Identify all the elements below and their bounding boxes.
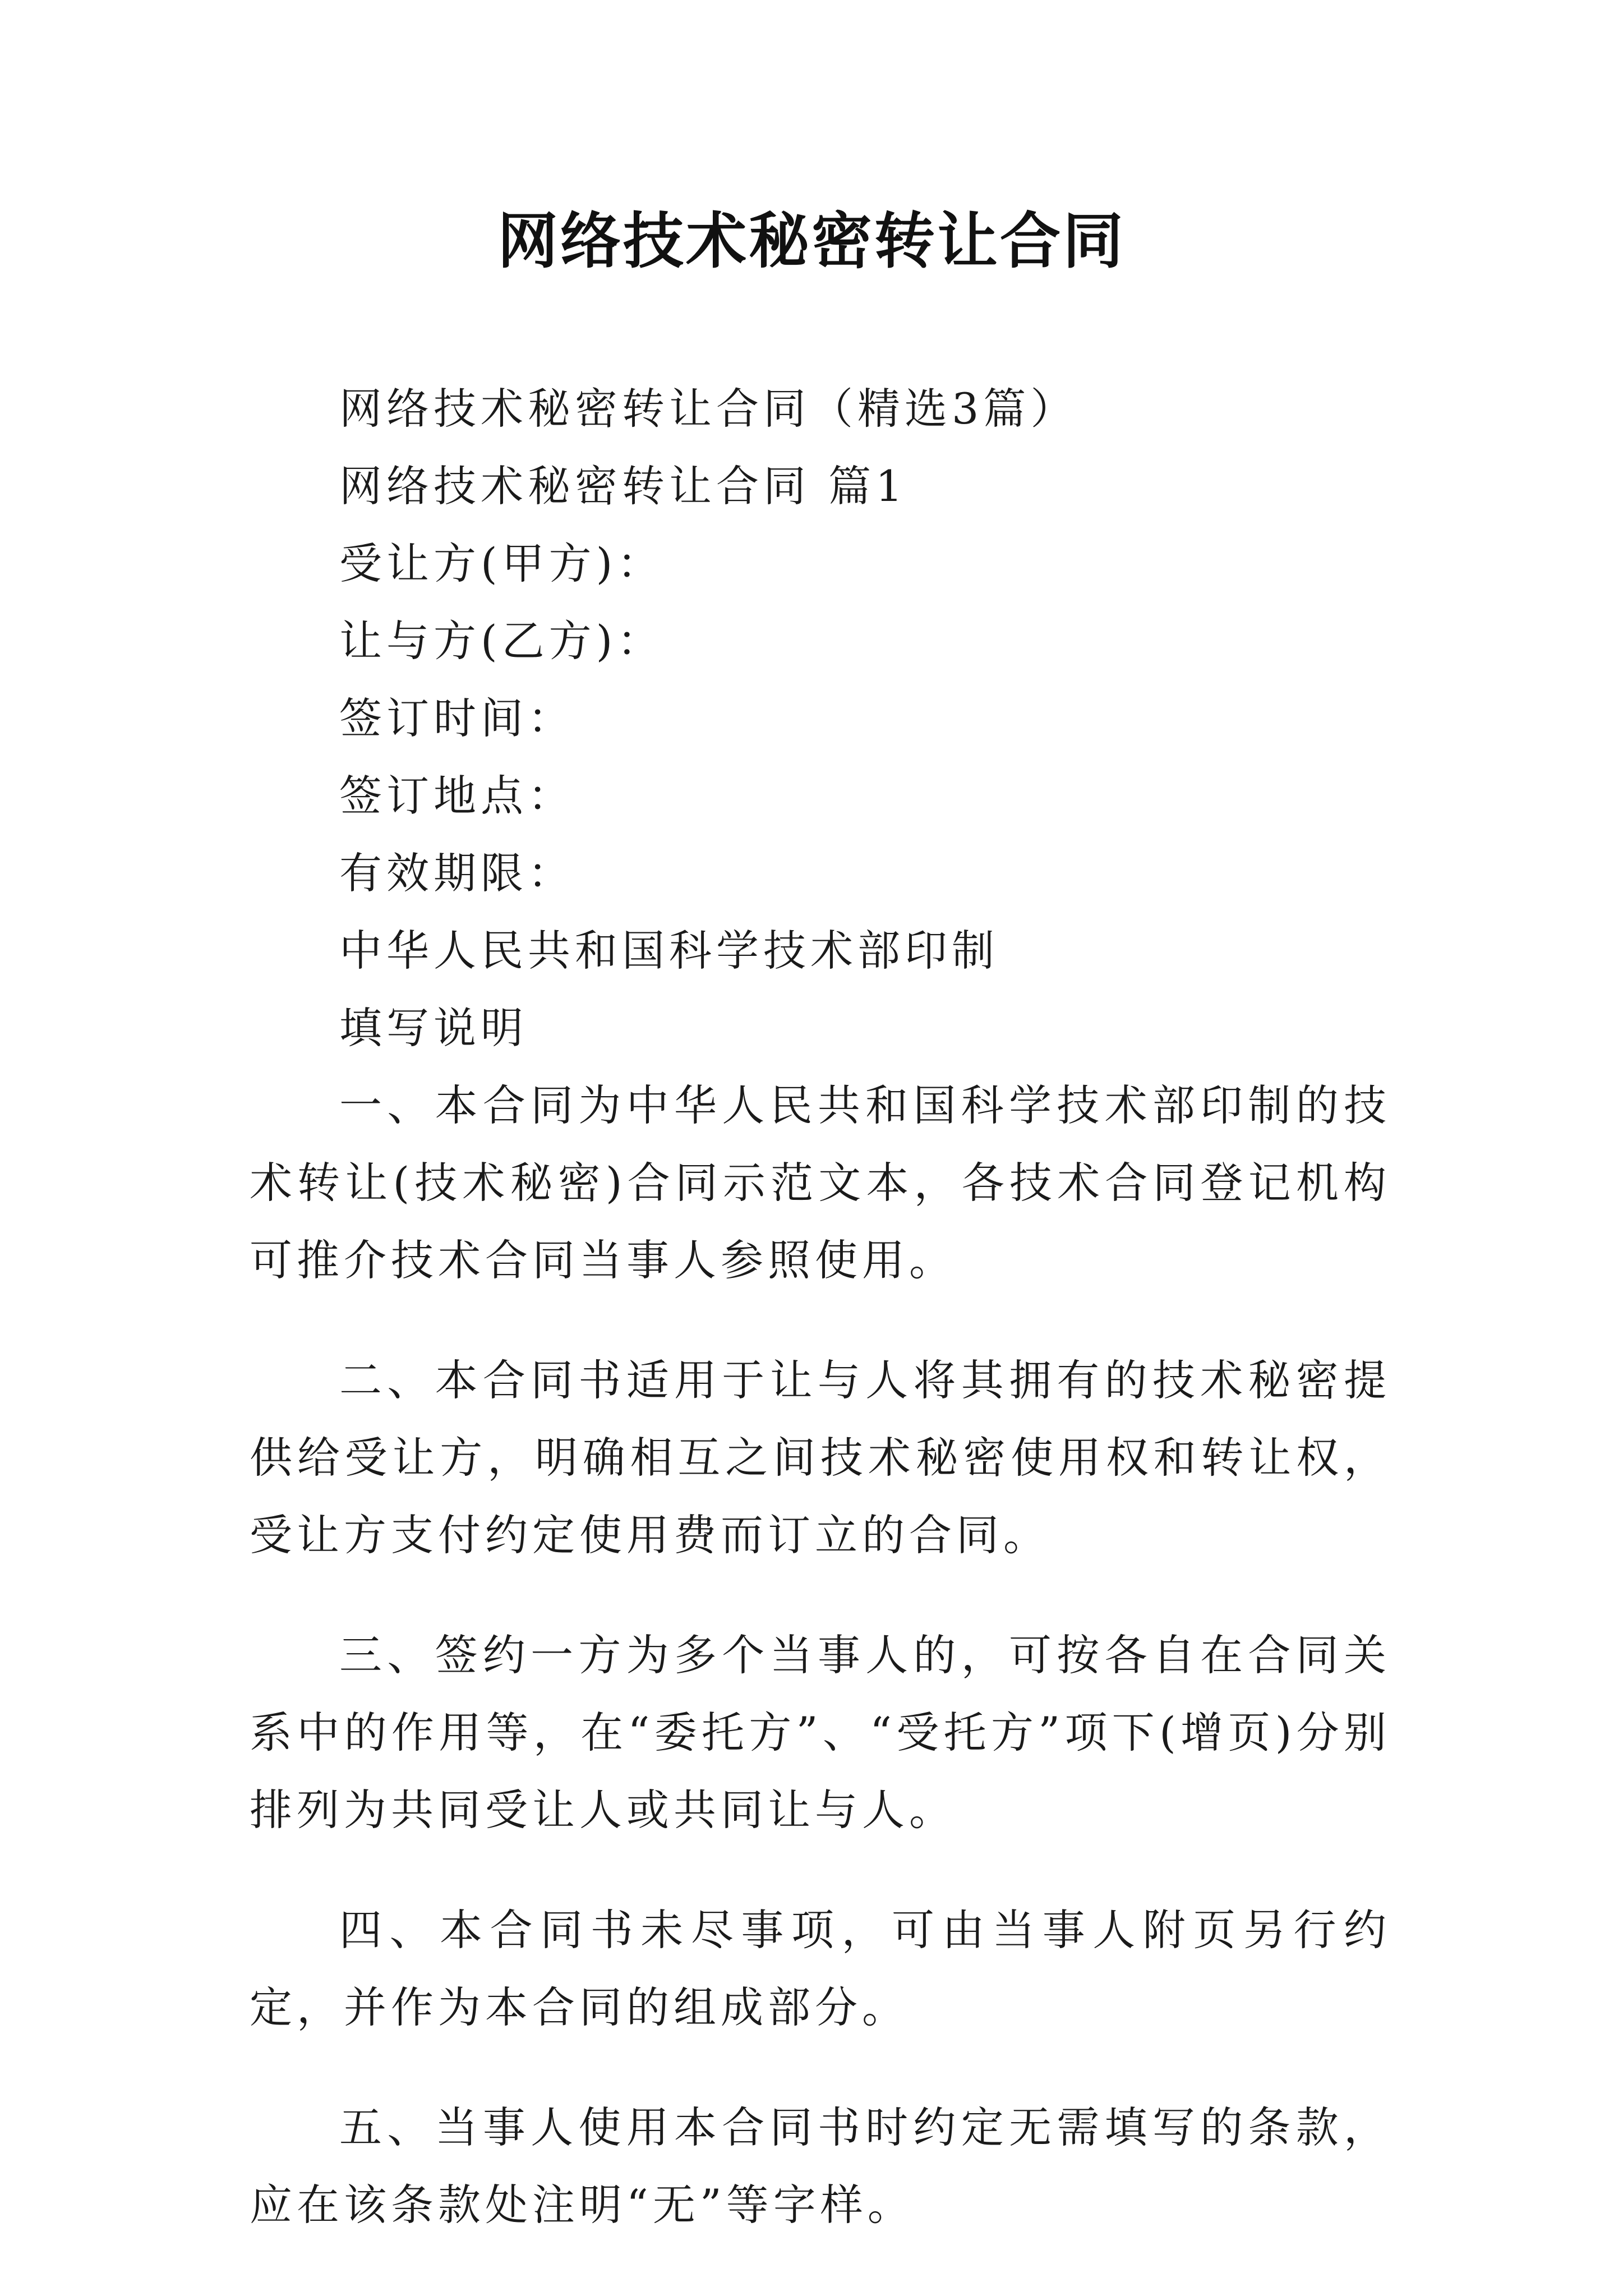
field-assignee: 受让方(甲方)： — [339, 539, 665, 588]
document-title: 网络技术秘密转让合同 — [497, 206, 1126, 277]
field-sign-time: 签订时间： — [339, 693, 575, 743]
instruction-paragraph-1: 一、本合同为中华人民共和国科学技术部印制的技术转让(技术秘密)合同示范文本，各技术合同登记机构可推介技术合同当事人参照使用。 — [250, 1080, 1391, 1285]
field-assignor: 让与方(乙方)： — [339, 616, 665, 666]
field-sign-place: 签订地点： — [339, 771, 575, 821]
field-validity: 有效期限： — [339, 848, 575, 898]
instructions-heading: 填写说明 — [339, 1003, 528, 1053]
printer-line: 中华人民共和国科学技术部印制 — [339, 926, 999, 976]
document-subtitle: 网络技术秘密转让合同（精选3篇） — [339, 384, 1078, 434]
instruction-paragraph-2: 二、本合同书适用于让与人将其拥有的技术秘密提供给受让方，明确相互之间技术秘密使用权和转让权，受让方支付约定使用费而订立的合同。 — [250, 1355, 1391, 1560]
document-body — [250, 370, 1391, 2286]
instruction-paragraph-4: 四、本合同书未尽事项，可由当事人附页另行约定，并作为本合同的组成部分。 — [250, 1905, 1391, 2032]
section-heading: 网络技术秘密转让合同 篇1 — [339, 461, 907, 511]
instruction-paragraph-3: 三、签约一方为多个当事人的，可按各自在合同关系中的作用等，在“委托方”、“受托方”项下(增页)分别排列为共同受让人或共同让与人。 — [250, 1630, 1391, 1835]
instruction-paragraph-5: 五、当事人使用本合同书时约定无需填写的条款，应在该条款处注明“无”等字样。 — [250, 2102, 1391, 2230]
